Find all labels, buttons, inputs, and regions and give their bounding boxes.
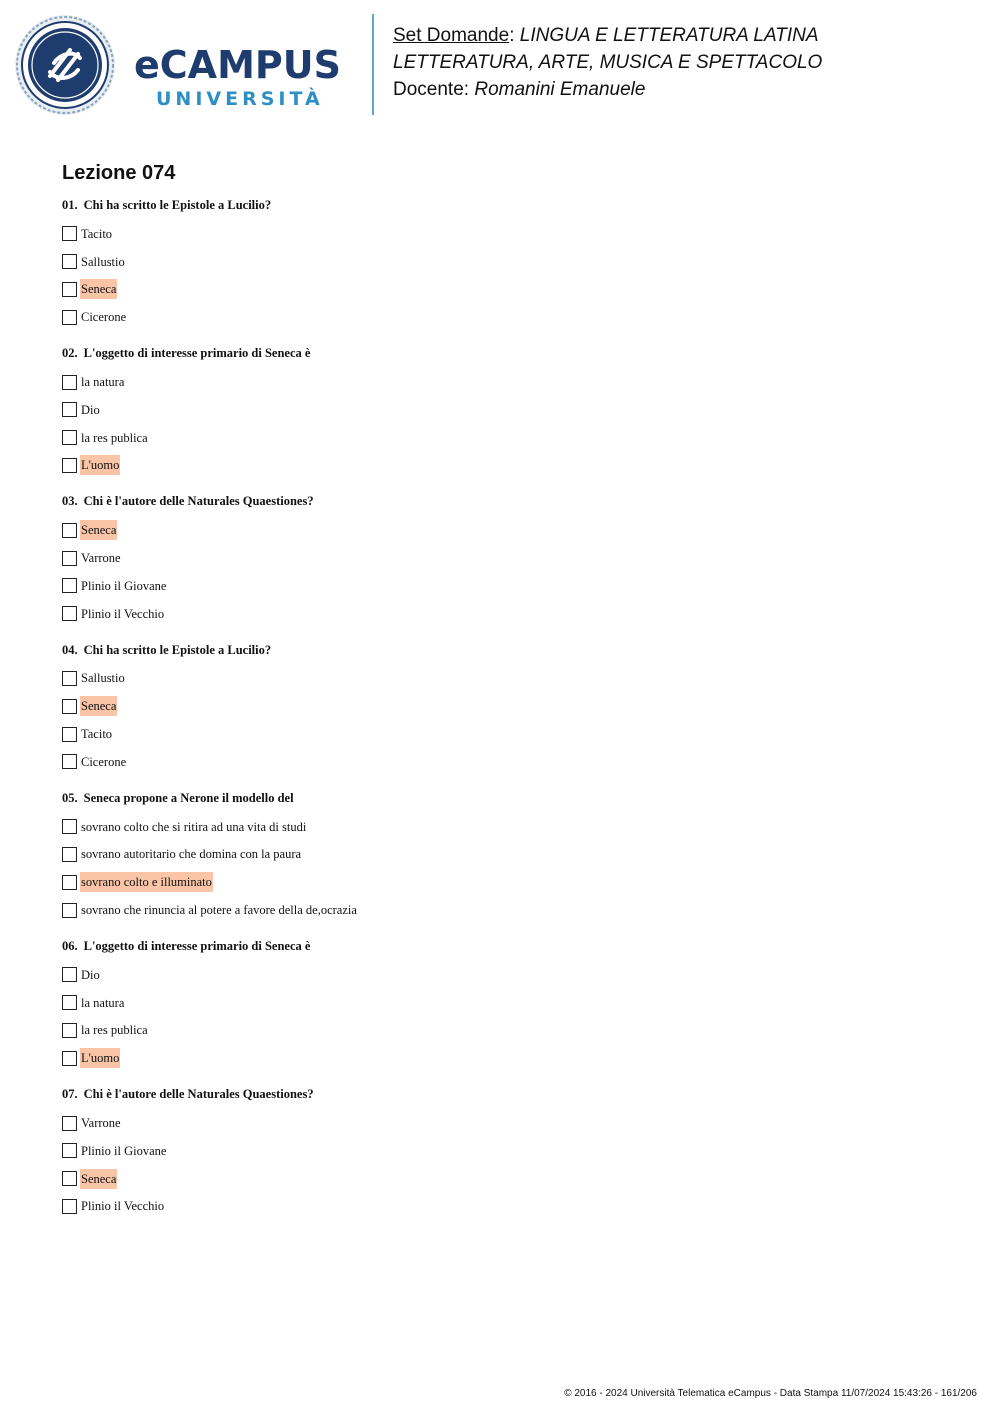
question-text xyxy=(62,789,762,813)
answer-option[interactable] xyxy=(62,396,762,424)
answer-option[interactable] xyxy=(62,720,762,748)
set-title-line1: LINGUA E LETTERATURA LATINA xyxy=(519,25,819,46)
answer-checkbox[interactable] xyxy=(62,1023,77,1038)
answer-label: L'uomo xyxy=(80,455,120,475)
answer-option[interactable] xyxy=(62,1109,762,1137)
question-number: 04. xyxy=(62,642,78,657)
answer-option[interactable] xyxy=(62,896,762,924)
answer-option[interactable] xyxy=(62,220,762,248)
answer-option[interactable] xyxy=(62,692,762,720)
wordmark-text: eCAMPUS xyxy=(134,44,341,84)
question-number: 05. xyxy=(62,790,78,805)
answer-label: Dio xyxy=(81,402,100,417)
answer-option[interactable] xyxy=(62,813,762,841)
answer-checkbox[interactable] xyxy=(62,226,77,241)
answer-checkbox[interactable] xyxy=(62,1051,77,1066)
answer-option[interactable] xyxy=(62,665,762,693)
teacher-label: Docente xyxy=(393,79,464,100)
lesson-title: Lezione 074 xyxy=(62,162,176,184)
question-text xyxy=(62,344,762,368)
answer-option[interactable] xyxy=(62,961,762,989)
answer-option[interactable] xyxy=(62,841,762,869)
question-number: 06. xyxy=(62,938,78,953)
answer-label: Dio xyxy=(81,967,100,982)
answer-label: Varrone xyxy=(81,551,121,566)
answer-label: Plinio il Vecchio xyxy=(81,1199,165,1214)
answer-checkbox[interactable] xyxy=(62,727,77,742)
answer-checkbox[interactable] xyxy=(62,1143,77,1158)
answer-option[interactable] xyxy=(62,989,762,1017)
ecampus-logo xyxy=(14,14,364,116)
answer-option[interactable] xyxy=(62,1044,762,1072)
question-label: Seneca propone a Nerone il modello del xyxy=(83,790,294,805)
answer-option[interactable] xyxy=(62,452,762,480)
answer-checkbox[interactable] xyxy=(62,254,77,269)
question-label: Chi ha scritto le Epistole a Lucilio? xyxy=(83,642,272,657)
logo-subtitle: UNIVERSITÀ xyxy=(156,88,324,110)
answer-checkbox[interactable] xyxy=(62,967,77,982)
university-seal-icon xyxy=(14,14,116,116)
page-footer: © 2016 - 2024 Università Telematica eCampus - Data Stampa 11/07/2024 15:43:26 - 161/206 xyxy=(564,1388,977,1399)
answer-label: Tacito xyxy=(81,226,113,241)
answer-checkbox[interactable] xyxy=(62,458,77,473)
answer-option[interactable] xyxy=(62,1165,762,1193)
answer-label: Plinio il Giovane xyxy=(81,578,167,593)
answer-label: Sallustio xyxy=(81,254,125,269)
question-list xyxy=(62,196,762,1233)
answer-checkbox[interactable] xyxy=(62,430,77,445)
answer-option[interactable] xyxy=(62,303,762,331)
question-label: Chi è l'autore delle Naturales Quaestiones? xyxy=(83,494,314,509)
answer-checkbox[interactable] xyxy=(62,847,77,862)
answer-checkbox[interactable] xyxy=(62,1116,77,1131)
answer-label: Seneca xyxy=(80,520,117,540)
answer-checkbox[interactable] xyxy=(62,995,77,1010)
question-label: Chi è l'autore delle Naturales Quaestiones? xyxy=(83,1087,314,1102)
set-title-row: Set Domande: LINGUA E LETTERATURA LATINA xyxy=(393,25,819,46)
question-text xyxy=(62,196,762,220)
answer-checkbox[interactable] xyxy=(62,402,77,417)
question-item xyxy=(62,196,762,331)
answer-label: sovrano colto che si ritira ad una vita di studi xyxy=(81,819,307,834)
answer-checkbox[interactable] xyxy=(62,310,77,325)
answer-option[interactable] xyxy=(62,1017,762,1045)
answer-option[interactable] xyxy=(62,424,762,452)
answer-checkbox[interactable] xyxy=(62,903,77,918)
answer-option[interactable] xyxy=(62,276,762,304)
answer-label: Plinio il Vecchio xyxy=(81,606,165,621)
question-label: L'oggetto di interesse primario di Seneca è xyxy=(83,346,311,361)
question-number: 03. xyxy=(62,494,78,509)
answer-checkbox[interactable] xyxy=(62,819,77,834)
answer-label: Tacito xyxy=(81,727,113,742)
question-text xyxy=(62,641,762,665)
question-number: 07. xyxy=(62,1087,78,1102)
teacher-name: Romanini Emanuele xyxy=(474,79,646,100)
answer-checkbox[interactable] xyxy=(62,1199,77,1214)
question-item xyxy=(62,344,762,479)
question-number: 01. xyxy=(62,198,78,212)
answer-option[interactable] xyxy=(62,1137,762,1165)
answer-checkbox[interactable] xyxy=(62,606,77,621)
question-text xyxy=(62,492,762,516)
question-text xyxy=(62,1085,762,1109)
answer-option[interactable] xyxy=(62,516,762,544)
answer-label: Seneca xyxy=(80,279,117,299)
answer-option[interactable] xyxy=(62,544,762,572)
question-number: 02. xyxy=(62,346,78,361)
question-label: L'oggetto di interesse primario di Seneca è xyxy=(83,938,311,953)
header-divider xyxy=(372,14,374,115)
question-item xyxy=(62,789,762,924)
answer-checkbox[interactable] xyxy=(62,578,77,593)
set-info xyxy=(393,22,822,103)
answer-checkbox[interactable] xyxy=(62,1171,77,1186)
answer-label: Cicerone xyxy=(81,310,127,325)
answer-checkbox[interactable] xyxy=(62,754,77,769)
answer-label: Varrone xyxy=(81,1116,121,1131)
answer-option[interactable] xyxy=(62,572,762,600)
answer-label: Seneca xyxy=(80,696,117,716)
answer-option[interactable] xyxy=(62,748,762,776)
answer-label: Sallustio xyxy=(81,671,125,686)
answer-option[interactable] xyxy=(62,868,762,896)
set-title-line2: LETTERATURA, ARTE, MUSICA E SPETTACOLO xyxy=(393,52,823,73)
question-item xyxy=(62,641,762,776)
answer-label: la res publica xyxy=(81,430,148,445)
answer-option[interactable] xyxy=(62,1193,762,1221)
answer-checkbox[interactable] xyxy=(62,551,77,566)
question-item xyxy=(62,1085,762,1220)
answer-checkbox[interactable] xyxy=(62,699,77,714)
set-label: Set Domande xyxy=(393,25,510,46)
answer-checkbox[interactable] xyxy=(62,282,77,297)
question-label: Chi ha scritto le Epistole a Lucilio? xyxy=(83,198,272,212)
page-header xyxy=(0,0,1000,130)
answer-checkbox[interactable] xyxy=(62,671,77,686)
answer-label: la natura xyxy=(81,995,125,1010)
answer-label: sovrano che rinuncia al potere a favore della de,ocrazia xyxy=(81,903,357,918)
answer-label: Seneca xyxy=(80,1169,117,1189)
question-item xyxy=(62,492,762,627)
answer-label: L'uomo xyxy=(80,1048,120,1068)
answer-label: la natura xyxy=(81,375,125,390)
answer-checkbox[interactable] xyxy=(62,375,77,390)
question-text xyxy=(62,937,762,961)
answer-label: Cicerone xyxy=(81,754,127,769)
answer-option[interactable] xyxy=(62,248,762,276)
question-item xyxy=(62,937,762,1072)
answer-checkbox[interactable] xyxy=(62,875,77,890)
answer-label: sovrano colto e illuminato xyxy=(80,872,213,892)
answer-label: la res publica xyxy=(81,1023,148,1038)
answer-label: Plinio il Giovane xyxy=(81,1143,167,1158)
ecampus-wordmark xyxy=(134,44,356,84)
answer-option[interactable] xyxy=(62,600,762,628)
teacher-row: Docente: Romanini Emanuele xyxy=(393,79,646,100)
answer-checkbox[interactable] xyxy=(62,523,77,538)
answer-option[interactable] xyxy=(62,368,762,396)
answer-label: sovrano autoritario che domina con la paura xyxy=(81,847,302,862)
